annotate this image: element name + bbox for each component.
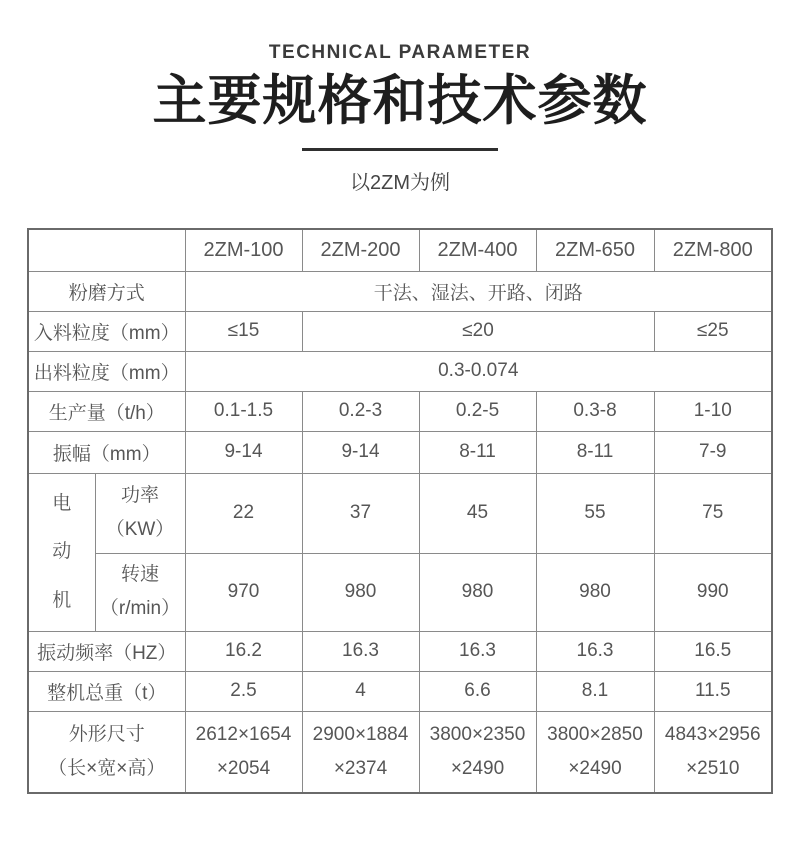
cell-value: 4 <box>302 671 419 711</box>
row-label: 生产量（t/h） <box>28 391 185 431</box>
cell-value: 6.6 <box>419 671 536 711</box>
dim-line2: ×2054 <box>216 758 271 780</box>
row-sublabel <box>95 473 185 553</box>
dim-line2: ×2510 <box>686 758 740 780</box>
page-subtitle: 以2ZM为例 <box>350 172 450 195</box>
table-header-row <box>28 229 772 271</box>
label-line1: 外形尺寸 <box>68 724 145 746</box>
cell-value: 0.3-8 <box>536 391 654 431</box>
cell-value: 干法、湿法、开路、闭路 <box>185 271 772 311</box>
cell-value: 9-14 <box>185 431 302 473</box>
table-row-motor-power <box>28 473 772 553</box>
cell-value <box>302 711 419 793</box>
table-row-grinding <box>28 271 772 311</box>
table-row-discharge-size <box>28 351 772 391</box>
cell-value: 75 <box>654 473 772 553</box>
spec-table <box>27 228 773 794</box>
label-line2: （长×宽×高） <box>48 758 166 780</box>
dim-line1: 3800×2850 <box>547 724 643 746</box>
page-title: 主要规格和技术参数 <box>152 71 648 131</box>
cell-value: 990 <box>654 553 772 631</box>
cell-value: 11.5 <box>654 671 772 711</box>
model-header: 2ZM-100 <box>185 229 302 271</box>
sublabel-line2: （r/min） <box>99 598 181 620</box>
cell-value <box>654 711 772 793</box>
corner-cell <box>28 229 185 271</box>
motor-vertical-label: 电动机 <box>52 492 72 611</box>
cell-value: 7-9 <box>654 431 772 473</box>
cell-value: 16.5 <box>654 631 772 671</box>
table-row-amplitude <box>28 431 772 473</box>
table-row-total-weight <box>28 671 772 711</box>
cell-value: 8.1 <box>536 671 654 711</box>
cell-value <box>536 711 654 793</box>
table-row-motor-speed <box>28 553 772 631</box>
cell-value: 45 <box>419 473 536 553</box>
cell-value: 0.2-3 <box>302 391 419 431</box>
cell-value: ≤25 <box>654 311 772 351</box>
cell-value: 0.3-0.074 <box>185 351 772 391</box>
model-header: 2ZM-800 <box>654 229 772 271</box>
cell-value: ≤15 <box>185 311 302 351</box>
cell-value <box>185 711 302 793</box>
sublabel-line2: （KW） <box>105 519 175 541</box>
cell-value: ≤20 <box>302 311 654 351</box>
eyebrow-title: TECHNICAL PARAMETER <box>268 42 532 63</box>
cell-value: 0.2-5 <box>419 391 536 431</box>
cell-value: 16.3 <box>419 631 536 671</box>
model-header: 2ZM-400 <box>419 229 536 271</box>
row-label: 整机总重（t） <box>28 671 185 711</box>
row-label: 粉磨方式 <box>28 271 185 311</box>
sublabel-line1: 功率 <box>120 485 159 507</box>
cell-value: 980 <box>302 553 419 631</box>
row-sublabel <box>95 553 185 631</box>
title-divider <box>302 148 498 151</box>
cell-value: 16.3 <box>536 631 654 671</box>
table-row-dimensions <box>28 711 772 793</box>
cell-value: 2.5 <box>185 671 302 711</box>
cell-value: 0.1-1.5 <box>185 391 302 431</box>
cell-value: 980 <box>419 553 536 631</box>
row-label: 入料粒度（mm） <box>28 311 185 351</box>
cell-value: 8-11 <box>419 431 536 473</box>
dim-line1: 2612×1654 <box>195 724 292 746</box>
cell-value: 55 <box>536 473 654 553</box>
dim-line2: ×2490 <box>568 758 622 780</box>
table-row-feed-size <box>28 311 772 351</box>
row-label: 出料粒度（mm） <box>28 351 185 391</box>
dim-line1: 4843×2956 <box>664 724 761 746</box>
dim-line1: 2900×1884 <box>312 724 409 746</box>
row-label <box>28 711 185 793</box>
cell-value: 9-14 <box>302 431 419 473</box>
cell-value: 16.2 <box>185 631 302 671</box>
cell-value: 22 <box>185 473 302 553</box>
sublabel-line1: 转速 <box>120 564 159 586</box>
row-label-motor <box>28 473 95 631</box>
model-header: 2ZM-200 <box>302 229 419 271</box>
cell-value: 8-11 <box>536 431 654 473</box>
cell-value: 16.3 <box>302 631 419 671</box>
row-label: 振动频率（HZ） <box>28 631 185 671</box>
cell-value: 980 <box>536 553 654 631</box>
cell-value: 970 <box>185 553 302 631</box>
dim-line2: ×2490 <box>450 758 505 780</box>
dim-line1: 3800×2350 <box>429 724 526 746</box>
cell-value <box>419 711 536 793</box>
table-row-frequency <box>28 631 772 671</box>
dim-line2: ×2374 <box>333 758 388 780</box>
row-label: 振幅（mm） <box>28 431 185 473</box>
model-header: 2ZM-650 <box>536 229 654 271</box>
table-row-capacity <box>28 391 772 431</box>
cell-value: 1-10 <box>654 391 772 431</box>
cell-value: 37 <box>302 473 419 553</box>
